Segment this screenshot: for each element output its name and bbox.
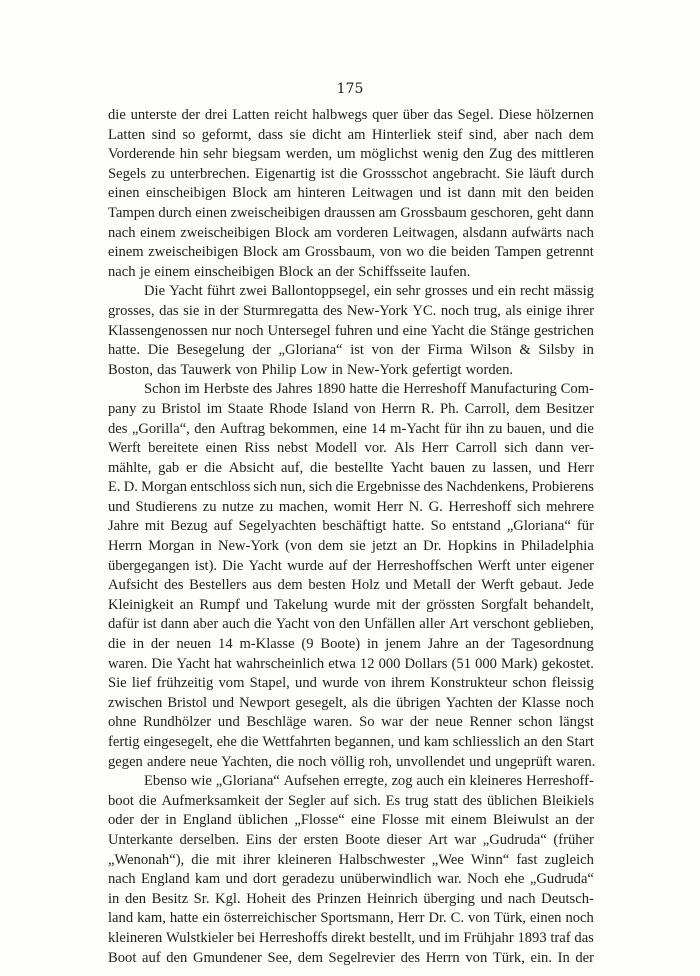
text-line: einen einscheibigen Block am hinteren Leitwagen und ist dann mit den beiden — [108, 185, 594, 202]
text-line: Jahre mit Bezug auf Segelyachten beschäftigt hatte. So entstand „Gloriana“ für — [108, 518, 594, 535]
text-line: Kleinigkeit an Rumpf und Takelung wurde mit der grössten Sorgfalt behandelt, — [108, 596, 594, 613]
text-line: E. D. Morgan entschloss sich nun, sich die Ergebnisse des Nachdenkens, Probierens — [108, 479, 594, 496]
text-line: oder der in England üblichen „Flosse“ eine Flosse mit einem Bleiwulst an der — [108, 812, 594, 829]
text-line: pany zu Bristol im Staate Rhode Island von Herrn R. Ph. Carroll, dem Besitzer — [108, 400, 594, 417]
text-line: kleineren Wulstkieler bei Herreshoffs direkt bestellt, und im Frühjahr 1893 traf das — [108, 929, 594, 946]
text-line: in den Besitz Sr. Kgl. Hoheit des Prinzen Heinrich überging und nach Deutsch- — [108, 890, 594, 907]
text-line: Boot auf den Gmundener See, dem Segelrevier des Herrn von Türk, ein. In der — [108, 949, 594, 966]
text-line: nach je einem einscheibigen Block an der Schiffsseite laufen. — [108, 263, 471, 280]
text-line: Sie lief frühzeitig vom Stapel, und wurde von ihrem Konstrukteur schon fleissig — [108, 675, 594, 692]
text-line: Werft bereitete einen Riss nebst Modell vor. Als Herr Carroll sich dann ver- — [108, 440, 594, 457]
body-text — [108, 106, 594, 968]
text-line: zwischen Bristol und Newport gesegelt, als die übrigen Yachten der Klasse noch — [108, 694, 594, 711]
text-line: nach einem zweischeibigen Block am vorderen Leitwagen, alsdann aufwärts nach — [108, 224, 594, 241]
text-line: übergegangen ist). Die Yacht wurde auf der Herreshoffschen Werft unter eigener — [108, 557, 594, 574]
text-line: „Wenonah“), die mit ihrer kleineren Halbschwester „Wee Winn“ fast zugleich — [108, 851, 594, 868]
text-line: und Studierens zu nutze zu machen, womit Herr N. G. Herreshoff sich mehrere — [108, 498, 594, 515]
text-line: hatte. Die Besegelung der „Gloriana“ ist von der Firma Wilson & Silsby in — [108, 342, 594, 359]
text-line: Unterkante derselben. Eins der ersten Boote dieser Art war „Gudruda“ (früher — [108, 831, 594, 848]
text-line: Klassengenossen nur noch Untersegel fuhren und eine Yacht die Stänge gestrichen — [108, 322, 594, 339]
text-line: die unterste der drei Latten reicht halbwegs quer über das Segel. Diese hölzernen — [108, 107, 594, 123]
text-line: boot die Aufmerksamkeit der Segler auf sich. Es trug statt des üblichen Bleikiels — [108, 792, 594, 809]
text-line: waren. Die Yacht hat wahrscheinlich etwa 12 000 Dollars (51 000 Mark) gekostet. — [108, 655, 594, 672]
text-line: Boston, das Tauwerk von Philip Low in New-York gefertigt worden. — [108, 361, 514, 378]
text-line: Vorderende hin sehr biegsam werden, um möglichst wenig den Zug des mittleren — [108, 146, 594, 163]
text-line: Herrn Morgan in New-York (von dem sie jetzt an Dr. Hopkins in Philadelphia — [108, 538, 594, 555]
text-line: Schon im Herbste des Jahres 1890 hatte die Herreshoff Manufacturing Com- — [144, 381, 594, 398]
text-line: Aufsicht des Bestellers aus dem besten Holz und Metall der Werft gebaut. Jede — [108, 577, 594, 594]
text-line: Die Yacht führt zwei Ballontoppsegel, ein sehr grosses und ein recht mässig — [144, 283, 594, 300]
text-line: grosses, das sie in der Sturmregatta des New-York YC. noch trug, als einige ihrer — [108, 302, 594, 319]
text-line: mählte, gab er die Absicht auf, die bestellte Yacht bauen zu lassen, und Herr — [108, 459, 594, 476]
text-line: fertig eingesegelt, ehe die Wettfahrten begannen, und kam schliesslich an den Start — [108, 734, 594, 750]
text-line: Tampen durch einen zweischeibigen draussen am Grossbaum geschoren, geht dann — [108, 204, 594, 221]
text-line: Segels zu unterbrechen. Eigenartig ist die Grossschot angebracht. Sie läuft durch — [108, 165, 594, 182]
text-line: gegen andere neue Yachten, die noch völlig roh, unvollendet und ungeprüft waren. — [108, 753, 596, 770]
text-line: Ebenso wie „Gloriana“ Aufsehen erregte, zog auch ein kleineres Herreshoff- — [144, 773, 594, 790]
text-line: dafür ist dann aber auch die Yacht von den Unfällen aller Art verschont geblieben, — [108, 616, 594, 633]
page-number: 175 — [336, 81, 364, 97]
text-line: einem zweischeibigen Block am Grossbaum, von wo die beiden Tampen getrennt — [108, 244, 594, 261]
text-line: land kam, hatte ein österreichischer Sportsmann, Herr Dr. C. von Türk, einen noch — [108, 910, 594, 927]
text-line: nach England kam und dort geradezu unüberwindlich war. Noch ehe „Gudruda“ — [108, 871, 594, 888]
text-line: ohne Rundhölzer und Beschläge waren. So war der neue Renner schon längst — [108, 714, 594, 731]
text-line: des „Gorilla“, den Auftrag bekommen, eine 14 m-Yacht für ihn zu bauen, und die — [108, 420, 594, 437]
text-line: die in der neuen 14 m-Klasse (9 Boote) in jenem Jahre an der Tagesordnung — [108, 636, 594, 653]
text-line: Latten sind so geformt, dass sie dicht am Hinterliek steif sind, aber nach dem — [108, 126, 594, 143]
